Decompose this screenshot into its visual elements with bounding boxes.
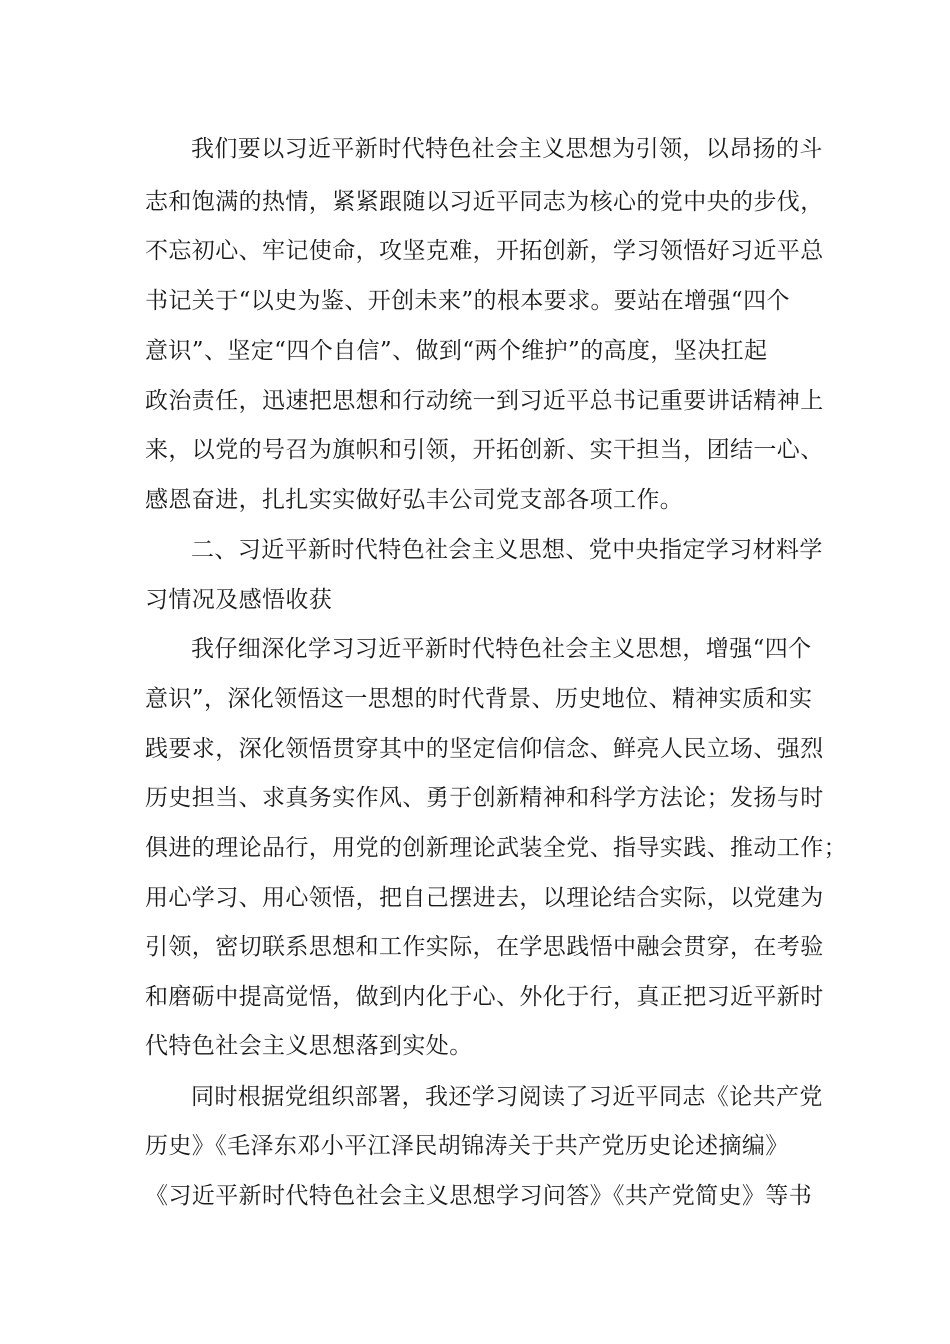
paragraph-2-line-4: 历史担当、求真务实作风、勇于创新精神和科学方法论；发扬与时 [145,785,824,811]
paragraph-2-line-5: 俱进的理论品行，用党的创新理论武装全党、指导实践、推动工作； [145,835,847,861]
paragraph-1-line-2: 志和饱满的热情，紧紧跟随以习近平同志为核心的党中央的步伐， [145,189,824,215]
paragraph-1-line-7: 来，以党的号召为旗帜和引领，开拓创新、实干担当，团结一心、 [145,437,824,463]
paragraph-1-line-8: 感恩奋进，扎扎实实做好弘丰公司党支部各项工作。 [145,487,684,513]
section-heading-line-2: 习情况及感悟收获 [145,587,333,613]
paragraph-2-line-2: 意识”，深化领悟这一思想的时代背景、历史地位、精神实质和实 [145,686,813,712]
paragraph-3-line-1: 同时根据党组织部署，我还学习阅读了习近平同志《论共产党 [191,1084,823,1110]
paragraph-3-line-3: 《习近平新时代特色社会主义思想学习问答》《共产党简史》等书 [145,1183,813,1209]
paragraph-3-line-2: 历史》《毛泽东邓小平江泽民胡锦涛关于共产党历史论述摘编》 [145,1133,789,1159]
paragraph-1-line-1: 我们要以习近平新时代特色社会主义思想为引领，以昂扬的斗 [191,136,823,162]
paragraph-1-line-4: 书记关于“以史为鉴、开创未来”的根本要求。要站在增强“四个 [145,288,790,314]
paragraph-2-line-7: 引领，密切联系思想和工作实际，在学思践悟中融会贯穿，在考验 [145,934,824,960]
paragraph-2-line-1: 我仔细深化学习习近平新时代特色社会主义思想，增强“四个 [191,636,812,662]
paragraph-2-line-3: 践要求，深化领悟贯穿其中的坚定信仰信念、鲜亮人民立场、强烈 [145,736,824,762]
paragraph-2-line-8: 和磨砺中提高觉悟，做到内化于心、外化于行，真正把习近平新时 [145,984,824,1010]
paragraph-1-line-6: 政治责任，迅速把思想和行动统一到习近平总书记重要讲话精神上 [145,388,824,414]
paragraph-1-line-3: 不忘初心、牢记使命，攻坚克难，开拓创新，学习领悟好习近平总 [145,238,824,264]
paragraph-1-line-5: 意识”、坚定“四个自信”、做到“两个维护”的高度，坚决扛起 [145,338,768,364]
paragraph-2-line-9: 代特色社会主义思想落到实处。 [145,1033,473,1059]
section-heading-line-1: 二、习近平新时代特色社会主义思想、党中央指定学习材料学 [191,537,823,563]
paragraph-2-line-6: 用心学习、用心领悟，把自己摆进去，以理论结合实际，以党建为 [145,885,824,911]
